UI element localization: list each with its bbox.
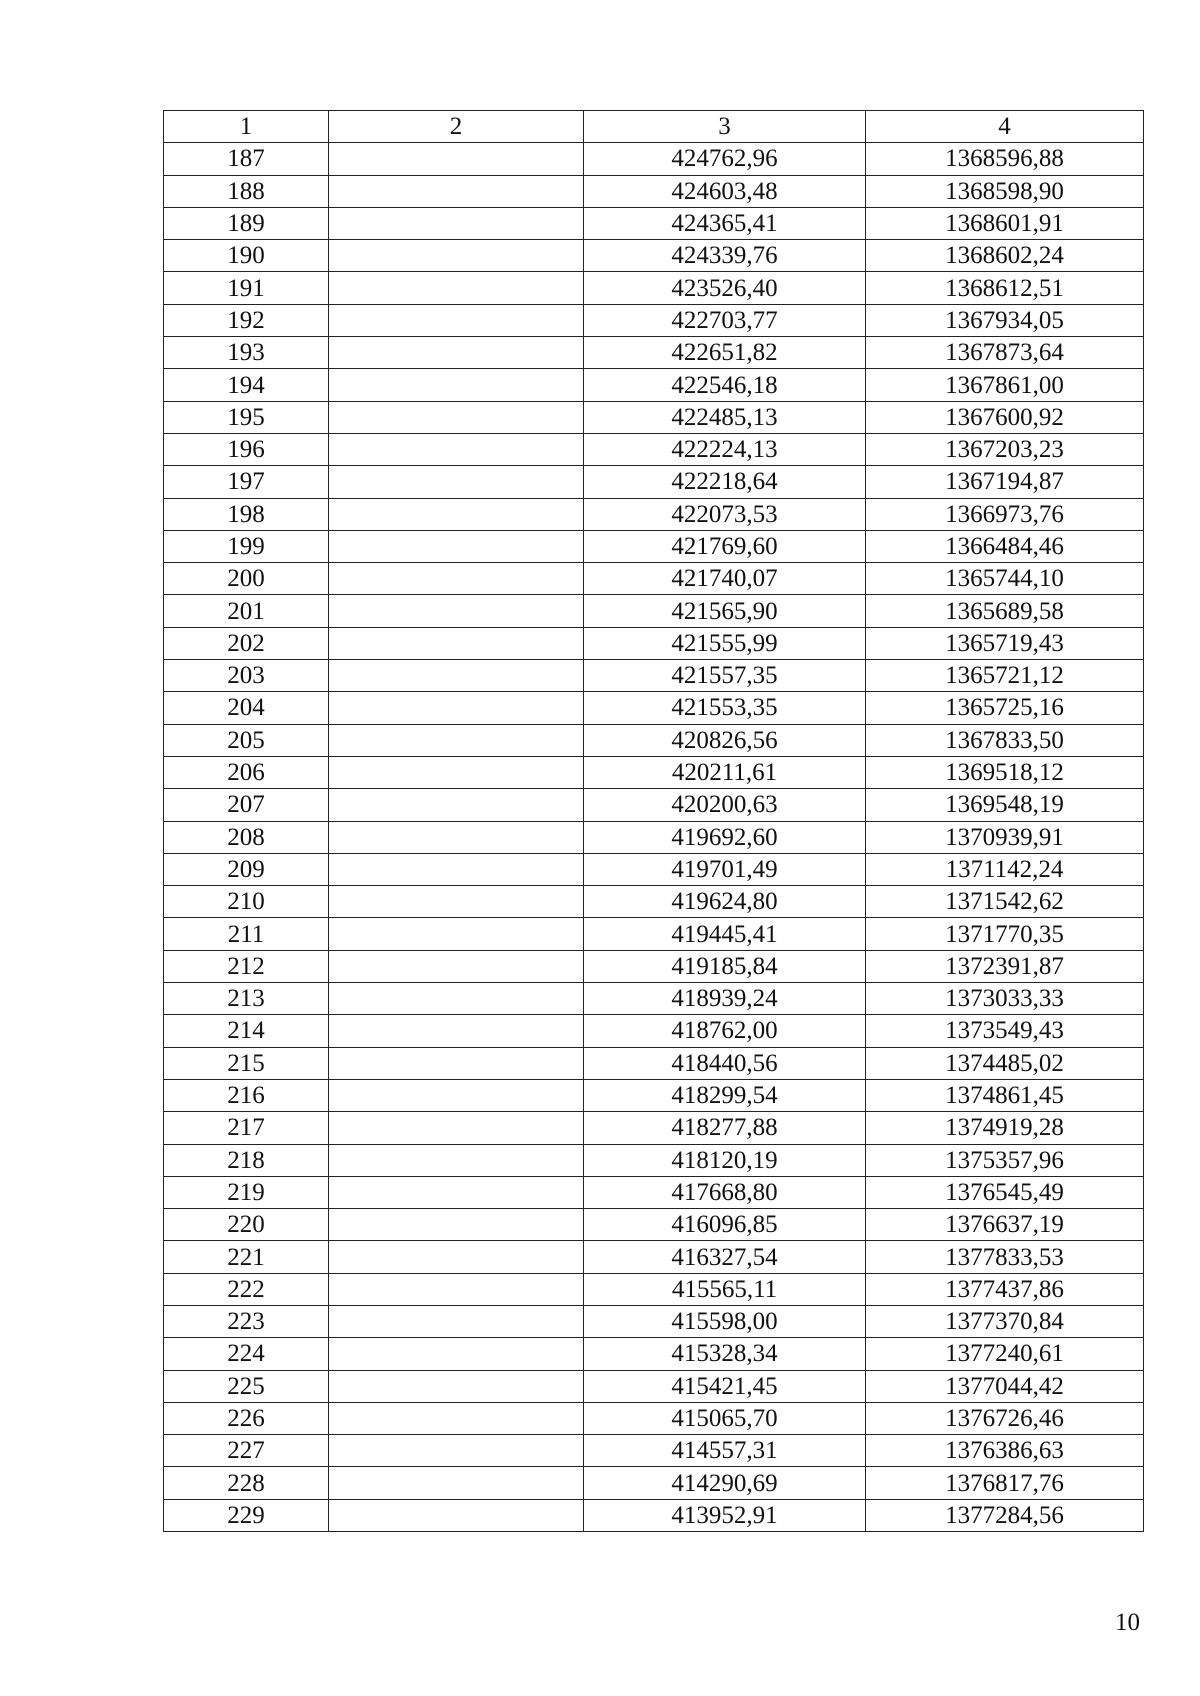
y-coordinate-cell: 1367600,92 (866, 401, 1144, 433)
column-2-cell (329, 1241, 584, 1273)
x-coordinate-cell: 415565,11 (584, 1273, 866, 1305)
column-2-cell (329, 1435, 584, 1467)
column-2-cell (329, 1015, 584, 1047)
column-2-cell (329, 789, 584, 821)
column-2-cell (329, 1047, 584, 1079)
point-number-cell: 198 (164, 498, 329, 530)
column-2-cell (329, 1499, 584, 1531)
x-coordinate-cell: 423526,40 (584, 272, 866, 304)
x-coordinate-cell: 418440,56 (584, 1047, 866, 1079)
point-number-cell: 190 (164, 240, 329, 272)
x-coordinate-cell: 416327,54 (584, 1241, 866, 1273)
table-row (164, 1435, 1144, 1467)
column-2-cell (329, 918, 584, 950)
y-coordinate-cell: 1374861,45 (866, 1079, 1144, 1111)
column-2-cell (329, 401, 584, 433)
x-coordinate-cell: 424339,76 (584, 240, 866, 272)
point-number-cell: 195 (164, 401, 329, 433)
column-2-cell (329, 1079, 584, 1111)
y-coordinate-cell: 1367861,00 (866, 369, 1144, 401)
y-coordinate-cell: 1377044,42 (866, 1370, 1144, 1402)
x-coordinate-cell: 421555,99 (584, 627, 866, 659)
point-number-cell: 206 (164, 756, 329, 788)
point-number-cell: 213 (164, 983, 329, 1015)
y-coordinate-cell: 1371770,35 (866, 918, 1144, 950)
point-number-cell: 227 (164, 1435, 329, 1467)
point-number-cell: 204 (164, 692, 329, 724)
table-body (164, 143, 1144, 1532)
y-coordinate-cell: 1368598,90 (866, 175, 1144, 207)
point-number-cell: 218 (164, 1144, 329, 1176)
y-coordinate-cell: 1367873,64 (866, 337, 1144, 369)
table-row (164, 950, 1144, 982)
x-coordinate-cell: 424365,41 (584, 207, 866, 239)
column-2-cell (329, 1305, 584, 1337)
y-coordinate-cell: 1377240,61 (866, 1338, 1144, 1370)
y-coordinate-cell: 1365719,43 (866, 627, 1144, 659)
x-coordinate-cell: 421740,07 (584, 563, 866, 595)
x-coordinate-cell: 419624,80 (584, 886, 866, 918)
table-row (164, 724, 1144, 756)
table-row (164, 1499, 1144, 1531)
column-2-cell (329, 369, 584, 401)
x-coordinate-cell: 424603,48 (584, 175, 866, 207)
column-2-cell (329, 724, 584, 756)
point-number-cell: 210 (164, 886, 329, 918)
table-row (164, 272, 1144, 304)
point-number-cell: 229 (164, 1499, 329, 1531)
x-coordinate-cell: 421553,35 (584, 692, 866, 724)
y-coordinate-cell: 1365721,12 (866, 660, 1144, 692)
x-coordinate-cell: 414557,31 (584, 1435, 866, 1467)
y-coordinate-cell: 1367833,50 (866, 724, 1144, 756)
table-row (164, 756, 1144, 788)
y-coordinate-cell: 1376637,19 (866, 1209, 1144, 1241)
y-coordinate-cell: 1371142,24 (866, 853, 1144, 885)
y-coordinate-cell: 1368601,91 (866, 207, 1144, 239)
x-coordinate-cell: 419701,49 (584, 853, 866, 885)
point-number-cell: 192 (164, 304, 329, 336)
point-number-cell: 199 (164, 530, 329, 562)
column-2-cell (329, 1370, 584, 1402)
column-2-cell (329, 886, 584, 918)
table-row (164, 433, 1144, 465)
y-coordinate-cell: 1376545,49 (866, 1176, 1144, 1208)
y-coordinate-cell: 1373033,33 (866, 983, 1144, 1015)
y-coordinate-cell: 1371542,62 (866, 886, 1144, 918)
table-row (164, 401, 1144, 433)
point-number-cell: 217 (164, 1112, 329, 1144)
table-row (164, 143, 1144, 175)
column-2-cell (329, 143, 584, 175)
y-coordinate-cell: 1376386,63 (866, 1435, 1144, 1467)
x-coordinate-cell: 418939,24 (584, 983, 866, 1015)
table-header-row (164, 111, 1144, 143)
column-2-cell (329, 853, 584, 885)
table-row (164, 563, 1144, 595)
point-number-cell: 215 (164, 1047, 329, 1079)
point-number-cell: 212 (164, 950, 329, 982)
point-number-cell: 197 (164, 466, 329, 498)
y-coordinate-cell: 1374919,28 (866, 1112, 1144, 1144)
point-number-cell: 200 (164, 563, 329, 595)
table-row (164, 1467, 1144, 1499)
table-row (164, 1079, 1144, 1111)
x-coordinate-cell: 418277,88 (584, 1112, 866, 1144)
y-coordinate-cell: 1368612,51 (866, 272, 1144, 304)
table-row (164, 1241, 1144, 1273)
y-coordinate-cell: 1366484,46 (866, 530, 1144, 562)
point-number-cell: 202 (164, 627, 329, 659)
table-row (164, 240, 1144, 272)
y-coordinate-cell: 1377370,84 (866, 1305, 1144, 1337)
column-2-cell (329, 433, 584, 465)
table-row (164, 821, 1144, 853)
table-row (164, 175, 1144, 207)
point-number-cell: 226 (164, 1402, 329, 1434)
point-number-cell: 201 (164, 595, 329, 627)
y-coordinate-cell: 1374485,02 (866, 1047, 1144, 1079)
x-coordinate-cell: 422218,64 (584, 466, 866, 498)
y-coordinate-cell: 1377437,86 (866, 1273, 1144, 1305)
table-row (164, 595, 1144, 627)
y-coordinate-cell: 1366973,76 (866, 498, 1144, 530)
point-number-cell: 208 (164, 821, 329, 853)
x-coordinate-cell: 422224,13 (584, 433, 866, 465)
column-2-cell (329, 563, 584, 595)
point-number-cell: 187 (164, 143, 329, 175)
y-coordinate-cell: 1375357,96 (866, 1144, 1144, 1176)
table-row (164, 1338, 1144, 1370)
y-coordinate-cell: 1369518,12 (866, 756, 1144, 788)
column-2-cell (329, 1402, 584, 1434)
table-row (164, 789, 1144, 821)
x-coordinate-cell: 415328,34 (584, 1338, 866, 1370)
table-row (164, 1015, 1144, 1047)
column-2-cell (329, 498, 584, 530)
point-number-cell: 205 (164, 724, 329, 756)
table-row (164, 983, 1144, 1015)
y-coordinate-cell: 1370939,91 (866, 821, 1144, 853)
point-number-cell: 207 (164, 789, 329, 821)
column-2-cell (329, 660, 584, 692)
table-row (164, 1305, 1144, 1337)
point-number-cell: 193 (164, 337, 329, 369)
point-number-cell: 220 (164, 1209, 329, 1241)
table-row (164, 853, 1144, 885)
table-row (164, 304, 1144, 336)
table-row (164, 918, 1144, 950)
point-number-cell: 194 (164, 369, 329, 401)
x-coordinate-cell: 418762,00 (584, 1015, 866, 1047)
point-number-cell: 189 (164, 207, 329, 239)
x-coordinate-cell: 415065,70 (584, 1402, 866, 1434)
point-number-cell: 191 (164, 272, 329, 304)
x-coordinate-cell: 419445,41 (584, 918, 866, 950)
column-2-cell (329, 240, 584, 272)
table-row (164, 1112, 1144, 1144)
x-coordinate-cell: 418299,54 (584, 1079, 866, 1111)
header-col-1: 1 (164, 111, 329, 143)
x-coordinate-cell: 416096,85 (584, 1209, 866, 1241)
table-row (164, 530, 1144, 562)
x-coordinate-cell: 413952,91 (584, 1499, 866, 1531)
x-coordinate-cell: 420200,63 (584, 789, 866, 821)
column-2-cell (329, 530, 584, 562)
column-2-cell (329, 1144, 584, 1176)
point-number-cell: 211 (164, 918, 329, 950)
table-row (164, 369, 1144, 401)
x-coordinate-cell: 421769,60 (584, 530, 866, 562)
column-2-cell (329, 983, 584, 1015)
y-coordinate-cell: 1373549,43 (866, 1015, 1144, 1047)
point-number-cell: 219 (164, 1176, 329, 1208)
y-coordinate-cell: 1367934,05 (866, 304, 1144, 336)
x-coordinate-cell: 422546,18 (584, 369, 866, 401)
y-coordinate-cell: 1365725,16 (866, 692, 1144, 724)
y-coordinate-cell: 1368602,24 (866, 240, 1144, 272)
x-coordinate-cell: 417668,80 (584, 1176, 866, 1208)
y-coordinate-cell: 1369548,19 (866, 789, 1144, 821)
table-row (164, 498, 1144, 530)
point-number-cell: 188 (164, 175, 329, 207)
point-number-cell: 196 (164, 433, 329, 465)
x-coordinate-cell: 415421,45 (584, 1370, 866, 1402)
point-number-cell: 216 (164, 1079, 329, 1111)
x-coordinate-cell: 418120,19 (584, 1144, 866, 1176)
table-row (164, 1144, 1144, 1176)
point-number-cell: 223 (164, 1305, 329, 1337)
column-2-cell (329, 627, 584, 659)
table-row (164, 1047, 1144, 1079)
x-coordinate-cell: 422651,82 (584, 337, 866, 369)
table-row (164, 1370, 1144, 1402)
header-col-3: 3 (584, 111, 866, 143)
column-2-cell (329, 950, 584, 982)
table-row (164, 627, 1144, 659)
x-coordinate-cell: 419185,84 (584, 950, 866, 982)
table-row (164, 1209, 1144, 1241)
column-2-cell (329, 1467, 584, 1499)
table-row (164, 692, 1144, 724)
x-coordinate-cell: 422703,77 (584, 304, 866, 336)
x-coordinate-cell: 420211,61 (584, 756, 866, 788)
column-2-cell (329, 1273, 584, 1305)
table-row (164, 207, 1144, 239)
column-2-cell (329, 272, 584, 304)
point-number-cell: 214 (164, 1015, 329, 1047)
y-coordinate-cell: 1365689,58 (866, 595, 1144, 627)
y-coordinate-cell: 1365744,10 (866, 563, 1144, 595)
x-coordinate-cell: 419692,60 (584, 821, 866, 853)
column-2-cell (329, 207, 584, 239)
table-row (164, 337, 1144, 369)
y-coordinate-cell: 1372391,87 (866, 950, 1144, 982)
header-col-2: 2 (329, 111, 584, 143)
x-coordinate-cell: 421557,35 (584, 660, 866, 692)
point-number-cell: 228 (164, 1467, 329, 1499)
y-coordinate-cell: 1376726,46 (866, 1402, 1144, 1434)
y-coordinate-cell: 1377833,53 (866, 1241, 1144, 1273)
y-coordinate-cell: 1376817,76 (866, 1467, 1144, 1499)
table-row (164, 1402, 1144, 1434)
column-2-cell (329, 1112, 584, 1144)
table-row (164, 1273, 1144, 1305)
column-2-cell (329, 304, 584, 336)
table-row (164, 466, 1144, 498)
table-row (164, 886, 1144, 918)
column-2-cell (329, 337, 584, 369)
header-col-4: 4 (866, 111, 1144, 143)
x-coordinate-cell: 415598,00 (584, 1305, 866, 1337)
column-2-cell (329, 175, 584, 207)
page-number: 10 (1115, 1609, 1140, 1636)
x-coordinate-cell: 420826,56 (584, 724, 866, 756)
x-coordinate-cell: 424762,96 (584, 143, 866, 175)
y-coordinate-cell: 1367203,23 (866, 433, 1144, 465)
column-2-cell (329, 466, 584, 498)
point-number-cell: 224 (164, 1338, 329, 1370)
x-coordinate-cell: 421565,90 (584, 595, 866, 627)
y-coordinate-cell: 1367194,87 (866, 466, 1144, 498)
point-number-cell: 203 (164, 660, 329, 692)
column-2-cell (329, 756, 584, 788)
table-row (164, 1176, 1144, 1208)
point-number-cell: 222 (164, 1273, 329, 1305)
point-number-cell: 225 (164, 1370, 329, 1402)
column-2-cell (329, 692, 584, 724)
table-row (164, 660, 1144, 692)
column-2-cell (329, 1176, 584, 1208)
column-2-cell (329, 1338, 584, 1370)
y-coordinate-cell: 1377284,56 (866, 1499, 1144, 1531)
x-coordinate-cell: 422073,53 (584, 498, 866, 530)
x-coordinate-cell: 422485,13 (584, 401, 866, 433)
column-2-cell (329, 821, 584, 853)
column-2-cell (329, 1209, 584, 1241)
point-number-cell: 221 (164, 1241, 329, 1273)
x-coordinate-cell: 414290,69 (584, 1467, 866, 1499)
coordinates-table (163, 110, 1144, 1532)
y-coordinate-cell: 1368596,88 (866, 143, 1144, 175)
column-2-cell (329, 595, 584, 627)
point-number-cell: 209 (164, 853, 329, 885)
